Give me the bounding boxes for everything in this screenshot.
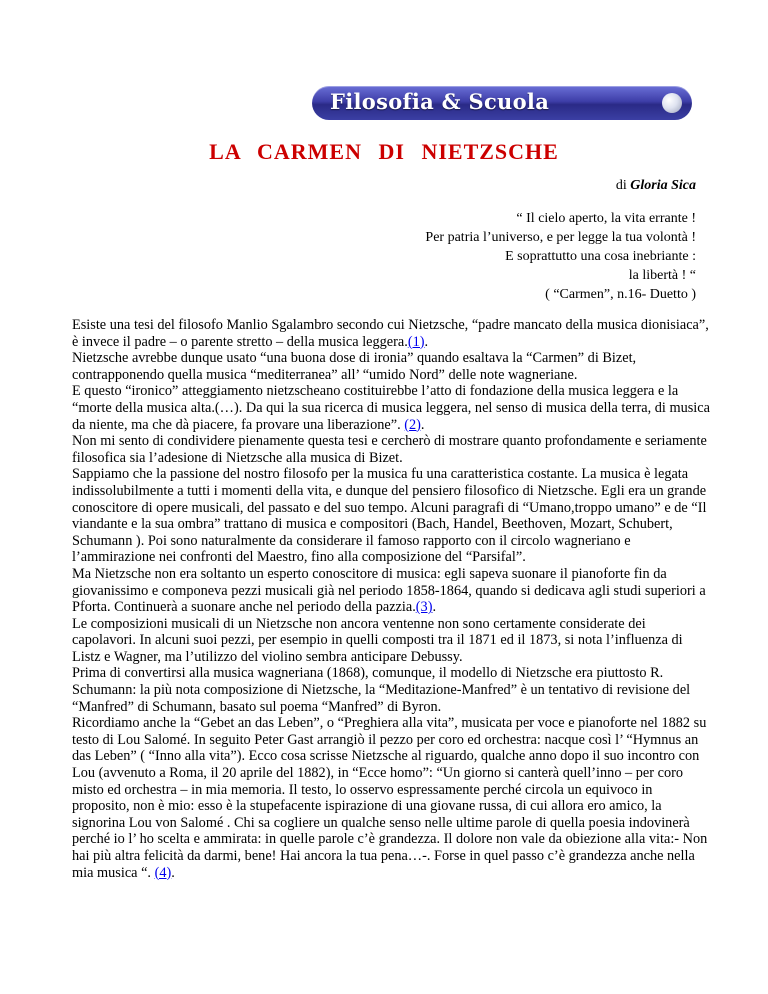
banner-sphere-icon [662,93,682,113]
epigraph-line: Per patria l’universo, e per legge la tua volontà ! [425,230,696,245]
article-body [72,317,712,881]
paragraph: Ma Nietzsche non era soltanto un esperto conoscitore di musica: egli sapeva suonare il pianoforte fin da giovanissimo e componeva pezzi musicali già nel periodo 1858-1864, quando si dedicava agli studi superiori a Pforta. Continuerà a suonare anche nel periodo della pazzia.(3). [72,565,706,616]
paragraph: Sappiamo che la passione del nostro filosofo per la musica fu una caratteristica costante. La musica è legata indissolubilmente a tutti i momenti della vita, e dunque del pensiero filosofico di Nietzsche. Egli era un grande conoscitore di opere musicali, del passato e del suo tempo. Alcuni paragrafi di “Umano,troppo umano” e de “Il viandante e la sua ombra” trattano di musica e compositori (Bach, Handel, Beethoven, Mozart, Schubert, Schumann ). Poi sono naturalmente da considerare il famoso rapporto con il circolo wagneriano e l’ammirazione nei confronti del Maestro, fino alla composizione del “Parsifal”. [72,466,707,566]
footnote-link-1[interactable]: (1) [407,333,425,350]
epigraph [296,209,696,304]
paragraph: E questo “ironico” atteggiamento nietzscheano costituirebbe l’atto di fondazione della musica leggera e la “morte della musica alta.(…). Da qui la sua ricerca di musica leggera, nel senso di musica della terra, di musica da niente, ma che dà piacere, fa provare una liberazione”. (2). [72,383,710,433]
page-title: LA CARMEN DI NIETZSCHE [209,139,559,164]
footnote-link-3[interactable]: (3) [415,599,433,616]
site-banner[interactable] [312,86,692,120]
paragraph: Esiste una tesi del filosofo Manlio Sgalambro secondo cui Nietzsche, “padre mancato della musica dionisiaca”, è invece il padre – o parente stretto – della musica leggera.(1). [72,317,709,350]
epigraph-line: E soprattutto una cosa inebriante : [505,249,696,264]
paragraph: Prima di convertirsi alla musica wagneriana (1868), comunque, il modello di Nietzsche era piuttosto R. Schumann: la più nota composizione di Nietzsche, la “Meditazione-Manfred” è un tentativo di revisione del “Manfred” di Schumann, basato sul poema “Manfred” di Byron. [72,665,691,715]
byline-prefix: di [615,178,631,193]
byline [616,178,696,194]
epigraph-line: la libertà ! “ [628,268,696,283]
author-name: Gloria Sica [630,178,696,193]
banner-label: Filosofia & Scuola [330,89,550,114]
epigraph-source: ( “Carmen”, n.16- Duetto ) [545,287,696,302]
footnote-link-4[interactable]: (4) [154,864,172,881]
paragraph: Ricordiamo anche la “Gebet an das Leben”, o “Preghiera alla vita”, musicata per voce e pianoforte nel 1882 su testo di Lou Salomé. In seguito Peter Gast arrangiò il pezzo per coro ed orchestra: nacque così l’ “Hymnus an das Leben” ( “Inno alla vita”). Ecco cosa scrisse Nietzsche al riguardo, qualche anno dopo il suo incontro con Lou (avvenuto a Roma, il 20 aprile del 1882), in “Ecce homo”: “Un giorno si canterà quell’inno – per coro misto ed orchestra – in mia memoria. Il testo, lo osservo espressamente perché circola un equivoco in proposito, non è mio: esso è la stupefacente ispirazione di una giovane russa, di cui allora ero amico, la signorina Lou von Salomé . Chi sa cogliere un qualche senso nelle ultime parole di quella poesia indovinerà perché io l’ ho scelta e ammirata: in quelle parole c’è grandezza. Il dolore non vale da obiezione alla vita:- Non hai più altra felicità da darmi, bene! Hai ancora la tua pena…-. Forse in quel passo c’è grandezza anche nella mia musica “. (4). [72,715,708,881]
paragraph: Le composizioni musicali di un Nietzsche non ancora ventenne non sono certamente considerate dei capolavori. In alcuni suoi pezzi, per esempio in quelli composti tra il 1871 ed il 1873, si nota l’influenza di Listz e Wagner, ma l’utilizzo del violino sembra anticipare Debussy. [72,615,683,665]
paragraph: Nietzsche avrebbe dunque usato “una buona dose di ironia” quando esaltava la “Carmen” di Bizet, contrapponendo quella musica “mediterranea” all’ “umido Nord” delle note wagneriane. [72,350,637,383]
footnote-link-2[interactable]: (2) [404,416,421,433]
paragraph: Non mi sento di condividere pienamente questa tesi e cercherò di mostrare quanto profondamente e seriamente filosofica sia l’adesione di Nietzsche alla musica di Bizet. [72,433,707,466]
epigraph-line: “ Il cielo aperto, la vita errante ! [516,211,696,226]
